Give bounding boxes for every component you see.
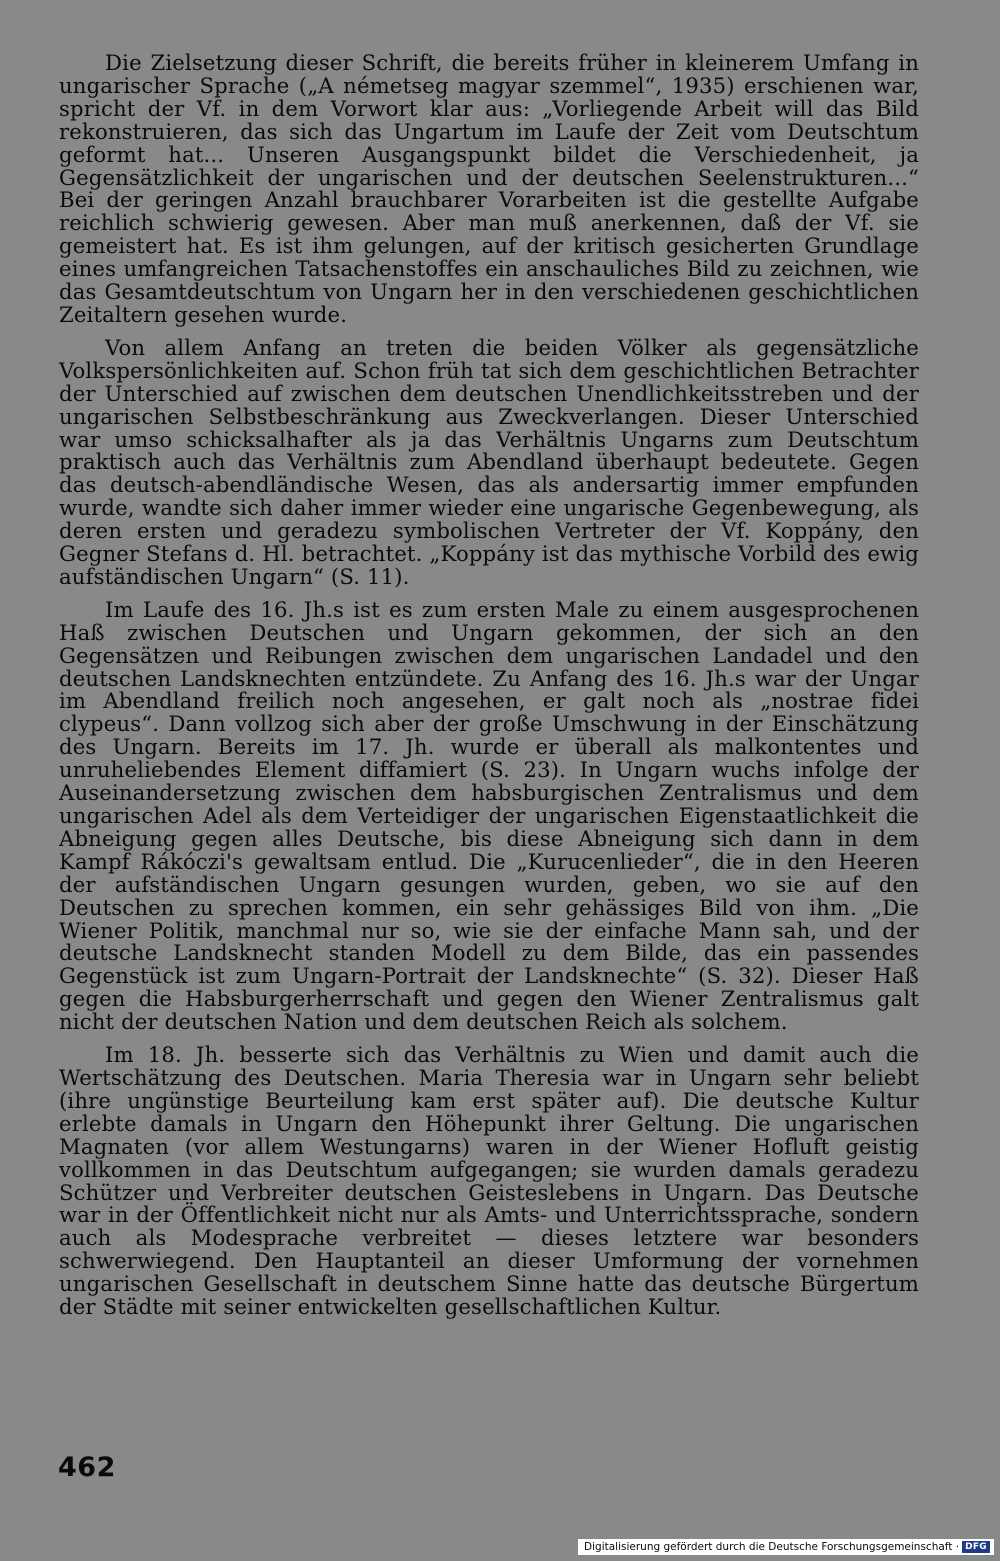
footer-credit-text: Digitalisierung gefördert durch die Deutsche Forschungsgemeinschaft · xyxy=(584,1541,960,1553)
paragraph-4: Im 18. Jh. besserte sich das Verhältnis zu Wien und damit auch die Wertschätzung des Deutschen. Maria Theresia war in Ungarn sehr beliebt (ihre ungünstige Beurteilung kam erst später auf). Die deutsche Kultur erlebte damals in Ungarn den Höhepunkt ihrer Geltung. Die ungarischen Magnaten (vor allem Westungarns) waren in der Wiener Hofluft geistig vollkommen in das Deutschtum aufgegangen; sie wurden damals geradezu Schützer und Verbreiter deutschen Geisteslebens in Ungarn. Das Deutsche war in der Öffentlichkeit nicht nur als Amts- und Unterrichtssprache, sondern auch als Modesprache verbreitet — dieses letztere war besonders schwerwiegend. Den Hauptanteil an dieser Umformung der vornehmen ungarischen Gesellschaft in deutschem Sinne hatte das deutsche Bürgertum der Städte mit seiner entwickelten gesellschaftlichen Kultur. xyxy=(59,1042,919,1320)
paragraph-2: Von allem Anfang an treten die beiden Völker als gegensätzliche Volkspersönlichkeiten auf. Schon früh tat sich dem geschichtlichen Betrachter der Unterschied auf zwischen dem deutschen Unendlichkeitsstreben und der ungarischen Selbstbeschränkung aus Zweckverlangen. Dieser Unterschied war umso schicksalhafter als ja das Verhältnis Ungarns zum Deutschtum praktisch auch das Verhältnis zum Abendland überhaupt bedeutete. Gegen das deutsch-abendländische Wesen, das als andersartig immer empfunden wurde, wandte sich daher immer wieder eine ungarische Gegenbewegung, als deren ersten und geradezu symbolischen Vertreter der Vf. Koppány, den Gegner Stefans d. Hl. betrachtet. „Koppány ist das mythische Vorbild des ewig aufständischen Ungarn“ (S. 11). xyxy=(59,334,919,589)
page-number: 462 xyxy=(58,1452,116,1483)
body-text xyxy=(59,52,919,1319)
dfg-logo-icon: DFG xyxy=(962,1541,990,1553)
digitization-footer xyxy=(578,1539,994,1555)
paragraph-1: Die Zielsetzung dieser Schrift, die bereits früher in kleinerem Umfang in ungarischer Sprache („A németseg magyar szemmel“, 1935) erschienen war, spricht der Vf. in dem Vorwort klar aus: „Vorliegende Arbeit will das Bild rekonstruieren, das sich das Ungartum im Laufe der Zeit vom Deutschtum geformt hat... Unseren Ausgangspunkt bildet die Verschiedenheit, ja Gegensätzlichkeit der ungarischen und der deutschen Seelenstrukturen...“ Bei der geringen Anzahl brauchbarer Vorarbeiten ist die gestellte Aufgabe reichlich schwierig gewesen. Aber man muß anerkennen, daß der Vf. sie gemeistert hat. Es ist ihm gelungen, auf der kritisch gesicherten Grundlage eines umfangreichen Tatsachenstoffes ein anschauliches Bild zu zeichnen, wie das Gesamtdeutschtum von Ungarn her in den verschiedenen geschichtlichen Zeitaltern gesehen wurde. xyxy=(59,50,919,327)
paragraph-3: Im Laufe des 16. Jh.s ist es zum ersten Male zu einem ausgesprochenen Haß zwischen Deutschen und Ungarn gekommen, der sich an den Gegensätzen und Reibungen zwischen dem ungarischen Landadel und den deutschen Landsknechten entzündete. Zu Anfang des 16. Jh.s war der Ungar im Abendland freilich noch angesehen, er galt noch als „nostrae fidei clypeus“. Dann vollzog sich aber der große Umschwung in der Einschätzung des Ungarn. Bereits im 17. Jh. wurde er überall als malkontentes und unruheliebendes Element diffamiert (S. 23). In Ungarn wuchs infolge der Auseinandersetzung zwischen dem habsburgischen Zentralismus und dem ungarischen Adel als dem Verteidiger der ungarischen Eigenstaatlichkeit die Abneigung gegen alles Deutsche, bis diese Abneigung sich dann in dem Kampf Rákóczi's gewaltsam entlud. Die „Kurucenlieder“, die in den Heeren der aufständischen Ungarn gesungen wurden, geben, wo sie auf den Deutschen zu sprechen kommen, ein sehr gehässiges Bild von ihm. „Die Wiener Politik, manchmal nur so, wie sie der einfache Mann sah, und der deutsche Landsknecht standen Modell zu dem Bilde, das ein passendes Gegenstück ist zum Ungarn-Portrait der Landsknechte“ (S. 32). Dieser Haß gegen die Habsburgerherrschaft und gegen den Wiener Zentralismus galt nicht der deutschen Nation und dem deutschen Reich als solchem. xyxy=(59,596,919,1035)
